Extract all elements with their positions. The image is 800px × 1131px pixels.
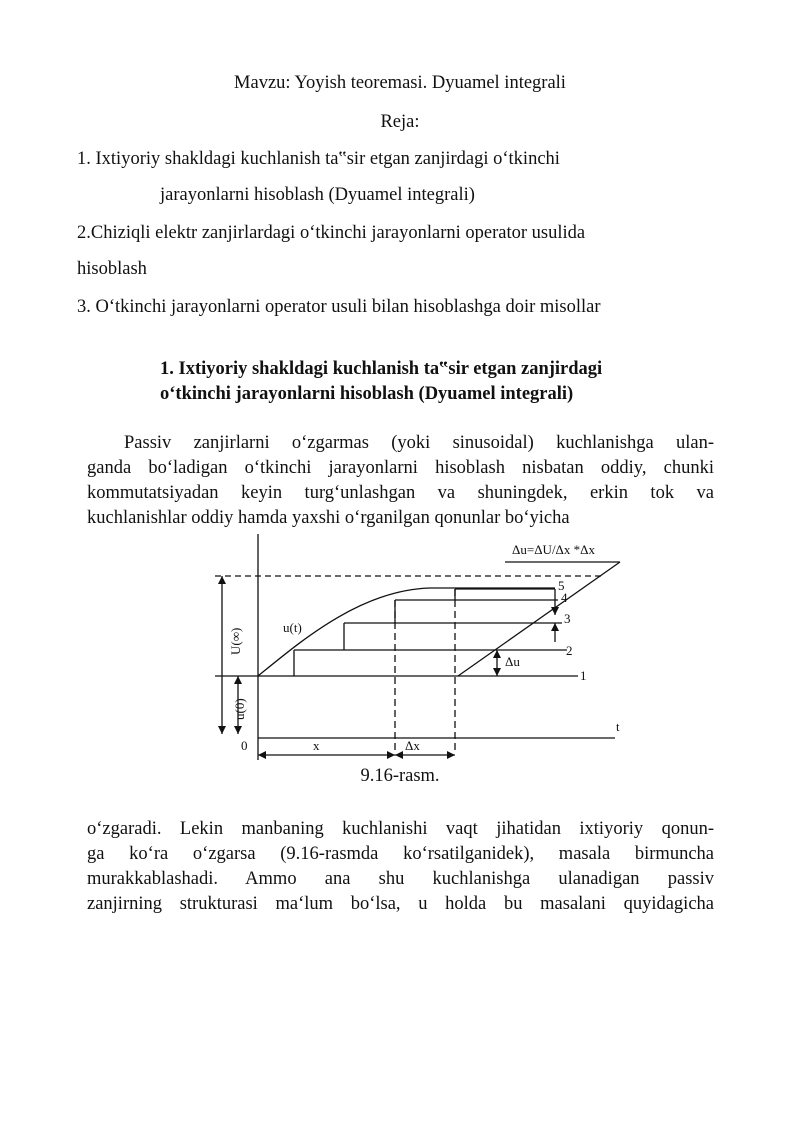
section-heading: 1. Ixtiyoriy shakldagi kuchlanish ta‟sir etgan zanjirdagi (160, 359, 603, 379)
paragraph-line: kuchlanishlar oddiy hamda yaxshi o‘rganilgan qonunlar bo‘yicha (87, 508, 570, 528)
paragraph-line: Passiv zanjirlarni o‘zgarmas (yoki sinusoidal) kuchlanishga ulan- (124, 433, 714, 453)
paragraph-continued (87, 817, 714, 917)
paragraph-line: o‘zgaradi. Lekin manbaning kuchlanishi vaqt jihatidan ixtiyoriy qonun- (87, 819, 714, 839)
step-label-5: 5 (558, 578, 565, 593)
t-axis-label: t (616, 719, 620, 734)
plan-item-2: 2.Chiziqli elektr zanjirlardagi o‘tkinchi jarayonlarni operator usulida (77, 223, 586, 243)
plan-heading: Reja: (380, 112, 420, 132)
paragraph-line: ga ko‘ra o‘zgarsa (9.16-rasmda ko‘rsatilganidek), masala birmuncha (87, 844, 714, 864)
paragraph-intro (87, 431, 714, 531)
paragraph-line: murakkablashadi. Ammo ana shu kuchlanishga ulanadigan passiv (87, 869, 714, 889)
origin-label: 0 (241, 738, 248, 753)
page-title: Mavzu: Yoyish teoremasi. Dyuamel integrali (234, 73, 566, 93)
step-label-3: 3 (564, 611, 571, 626)
paragraph-line: zanjirning strukturasi ma‘lum bo‘lsa, u holda bu masalani quyidagicha (87, 894, 714, 914)
plan-item-1-continued: jarayonlarni hisoblash (Dyuamel integrali) (160, 185, 475, 205)
curve-label: u(t) (283, 620, 302, 635)
plan-item-2-continued: hisoblash (77, 259, 147, 279)
step-label-2: 2 (566, 643, 573, 658)
delta-u-label: Δu (505, 654, 520, 669)
paragraph-line: ganda bo‘ladigan o‘tkinchi jarayonlarni hisoblash nisbatan oddiy, chunki (87, 458, 714, 478)
step-label-4: 4 (561, 590, 568, 605)
formula-label: Δu=ΔU/Δx *Δx (512, 542, 596, 557)
section-heading-continued: o‘tkinchi jarayonlarni hisoblash (Dyuamel integrali) (160, 384, 574, 404)
x-label: x (313, 738, 320, 753)
figure-caption: 9.16-rasm. (360, 766, 440, 786)
figure-duhamel-steps (0, 520, 800, 780)
paragraph-line: kommutatsiyadan keyin turg‘unlashgan va shuningdek, erkin tok va (87, 483, 714, 503)
plan-item-3: 3. O‘tkinchi jarayonlarni operator usuli bilan hisoblashga doir misollar (77, 297, 601, 317)
u-inf-label: U(∞) (228, 627, 243, 655)
delta-x-label: Δx (405, 738, 420, 753)
u0-label: u(0) (232, 698, 247, 720)
plan-item-1: 1. Ixtiyoriy shakldagi kuchlanish ta‟sir etgan zanjirdagi o‘tkinchi (77, 149, 560, 169)
step-label-1: 1 (580, 668, 587, 683)
